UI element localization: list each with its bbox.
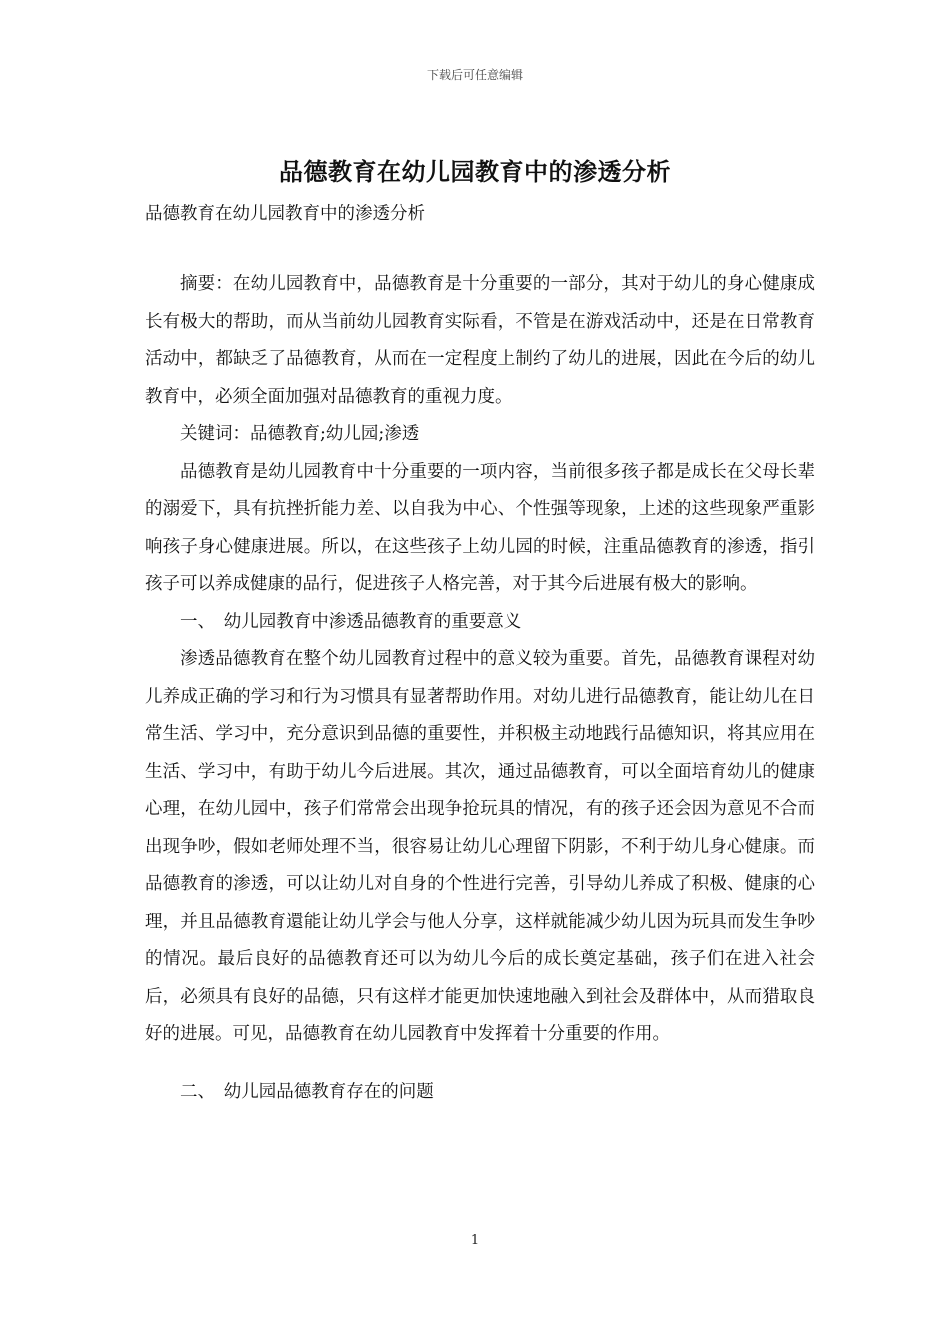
section-1-paragraph: 渗透品德教育在整个幼儿园教育过程中的意义较为重要。首先，品德教育课程对幼儿养成正确的学习和行为习惯具有显著帮助作用。对幼儿进行品德教育，能让幼儿在日常生活、学习中，充分意识到品德的重要性，并积极主动地践行品德知识，将其应用在生活、学习中，有助于幼儿今后进展。其次，通过品德教育，可以全面培育幼儿的健康心理，在幼儿园中，孩子们常常会出现争抢玩具的情况，有的孩子还会因为意见不合而出现争吵，假如老师处理不当，很容易让幼儿心理留下阴影，不利于幼儿身心健康。而品德教育的渗透，可以让幼儿对自身的个性进行完善，引导幼儿养成了积极、健康的心理，并且品德教育還能让幼儿学会与他人分享，这样就能减少幼儿因为玩具而发生争吵的情况。最后良好的品德教育还可以为幼儿今后的成长奠定基础，孩子们在进入社会后，必须具有良好的品德，只有这样才能更加快速地融入到社会及群体中，从而猎取良好的进展。可见，品德教育在幼儿园教育中发挥着十分重要的作用。 xyxy=(145,649,815,1044)
document-body xyxy=(145,266,815,1111)
page-number: 1 xyxy=(470,1233,480,1248)
section-heading-1: 一、 幼儿园教育中渗透品德教育的重要意义 xyxy=(180,611,522,632)
abstract-paragraph: 摘要：在幼儿园教育中，品德教育是十分重要的一部分，其对于幼儿的身心健康成长有极大的帮助，而从当前幼儿园教育实际看，不管是在游戏活动中，还是在日常教育活动中，都缺乏了品德教育，从而在一定程度上制约了幼儿的进展，因此在今后的幼儿教育中，必须全面加强对品德教育的重视力度。 xyxy=(145,274,815,407)
page-header: 下载后可任意编辑 xyxy=(426,68,523,82)
intro-paragraph: 品德教育是幼儿园教育中十分重要的一项内容，当前很多孩子都是成长在父母长辈的溺爱下，具有抗挫折能力差、以自我为中心、个性强等现象，上述的这些现象严重影响孩子身心健康进展。所以，在这些孩子上幼儿园的时候，注重品德教育的渗透，指引孩子可以养成健康的品行，促进孩子人格完善，对于其今后进展有极大的影响。 xyxy=(145,461,815,594)
keywords-paragraph: 关键词：品德教育;幼儿园;渗透 xyxy=(180,424,420,444)
section-heading-2: 二、 幼儿园品德教育存在的问题 xyxy=(180,1081,434,1102)
document-title: 品德教育在幼儿园教育中的渗透分析 xyxy=(279,157,671,186)
document-subtitle: 品德教育在幼儿园教育中的渗透分析 xyxy=(145,204,425,224)
